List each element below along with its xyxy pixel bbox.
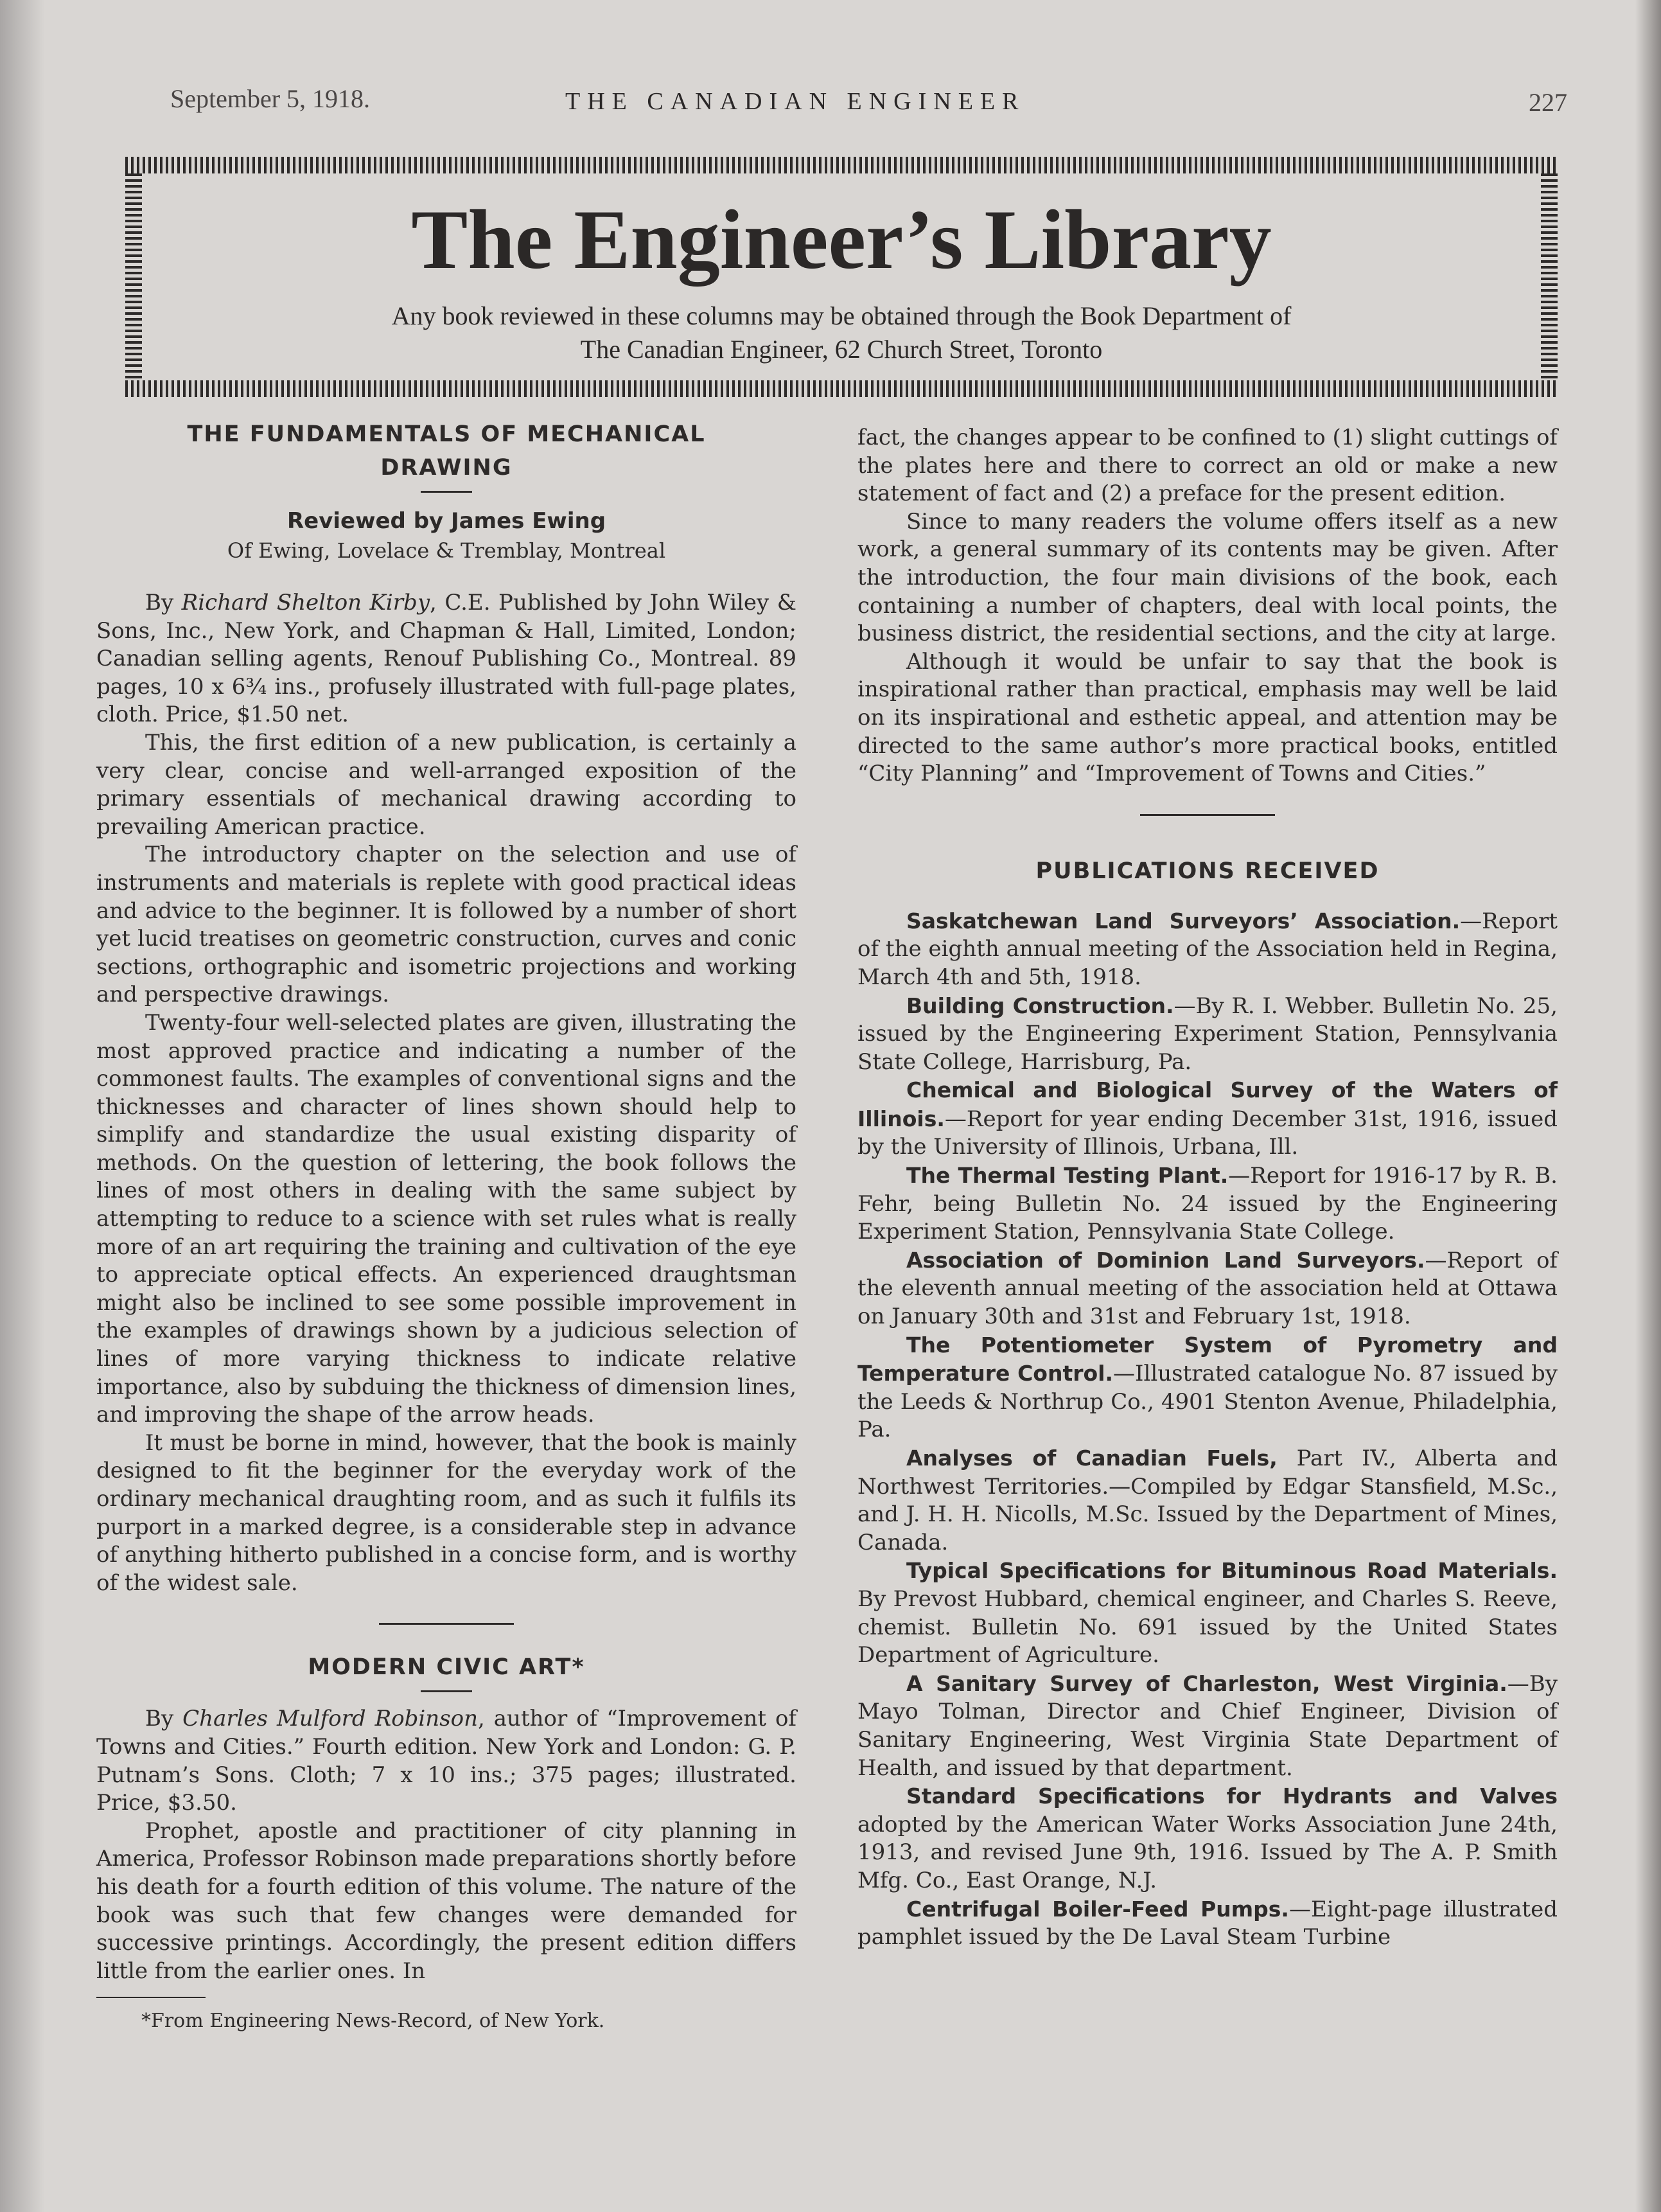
publication-name: Association of Dominion Land Surveyors. [906,1247,1425,1273]
publication-details: —Eight-page illustrated pamphlet issued by the De Laval Steam Turbine [857,1896,1558,1951]
publication-entry [857,1895,1558,1952]
reviewer-name: Reviewed by James Ewing [286,508,606,534]
page-edge-shadow [1635,0,1661,2212]
publication-details: —Illustrated catalogue No. 87 issued by the Leeds & Northrup Co., 4901 Stenton Avenue, Philadelphia, Pa. [857,1361,1558,1443]
publication-entry [857,1782,1558,1895]
publication-name: Centrifugal Boiler-Feed Pumps. [906,1896,1289,1922]
publications-title: PUBLICATIONS RECEIVED [1035,858,1380,884]
publication-details: —Report for 1916-17 by R. B. Fehr, being Bulletin No. 24 issued by the Engineering Experiment Station, Pennsylvania State College. [857,1163,1558,1245]
article-title: MODERN CIVIC ART* [308,1654,585,1681]
banner-subtitle-line2: The Canadian Engineer, 62 Church Street, Toronto [580,335,1103,364]
section-separator [379,1623,514,1625]
publication-entry [857,1670,1558,1782]
publication-entry [857,1162,1558,1246]
article-title-line1: THE FUNDAMENTALS OF MECHANICAL [187,421,706,447]
publication-name: Standard Specifications for Hydrants and Valves [906,1783,1558,1809]
review-paragraph: Although it would be unfair to say that the book is inspirational rather than practical, emphasis may well be laid on its inspirational and esthetic appeal, and attention may be directed to the same author’s more practical books, entitled “City Planning” and “Improvement of Towns and Cities.” [857,648,1558,787]
publication-name: Saskatchewan Land Surveyors’ Association. [906,908,1461,933]
byline-prefix: By [145,1706,183,1732]
review-paragraph: Since to many readers the volume offers itself as a new work, a general summary of its contents may be given. After the introduction, the four main divisions of the book, each containing a number of chapters, deal with local points, the business district, the residential sections, and the city at large. [857,508,1558,647]
publication-entry [857,1331,1558,1444]
publication-details: —By Mayo Tolman, Director and Chief Engineer, Division of Sanitary Engineering, West Virginia State Department of Health, and issued by that department. [857,1670,1558,1781]
footnote: *From Engineering News-Record, of New York. [141,2010,605,2033]
byline-details: , C.E. Published by John Wiley & Sons, Inc., New York, and Chapman & Hall, Limited, London; Canadian selling agents, Renouf Publishing Co., Montreal. 89 pages, 10 x 6¾ ins., profusely illustrated with full-page plates, cloth. Price, $1.50 net. [96,590,797,728]
publication-entry [857,992,1558,1077]
review-paragraph: Twenty-four well-selected plates are given, illustrating the most approved practice and indicating a number of the commonest faults. The examples of conventional signs and the thicknesses and character of lines shown should help to simplify and standardize the usual existing disparity of methods. On the question of lettering, the book follows the lines of most others in dealing with the same subject by attempting to reduce to a science with set rules what is really more of an art requiring the training and cultivation of the eye to appreciate optical effects. An experienced draughtsman might also be inclined to see some possible improvement in the examples of drawings shown by a judicious selection of lines of more varying thickness to indicate relative importance, also by subduing the thickness of dimension lines, and improving the shape of the arrow heads. [96,1009,796,1428]
footnote-rule [96,1997,206,1998]
publication-details: —Report of the eleventh annual meeting of the association held at Ottawa on January 30th and 31st and February 1st, 1918. [857,1247,1558,1330]
publication-details: —Report for year ending December 31st, 1916, issued by the University of Illinois, Urbana, Ill. [857,1106,1558,1160]
right-column [857,424,1558,1952]
banner-rule-bottom [125,380,1558,397]
publication-name: Building Construction. [906,993,1174,1018]
page-number: 227 [1529,88,1567,117]
publication-details: —Report of the eighth annual meeting of the Association held in Regina, March 4th and 5th, 1918. [857,908,1558,990]
review-paragraph: It must be borne in mind, however, that the book is mainly designed to fit the beginner for the everyday work of the ordinary mechanical draughting room, and as such it fulfils its purport in a marked degree, is a considerable step in advance of anything hitherto published in a concise form, and is worthy of the widest sale. [96,1429,796,1596]
issue-date: September 5, 1918. [170,84,371,113]
publication-details: adopted by the American Water Works Association June 24th, 1913, and revised June 9th, 1916. Issued by The A. P. Smith Mfg. Co., East Orange, N.J. [857,1811,1558,1893]
section-separator [1140,814,1275,816]
publication-entry [857,907,1558,992]
publication-name: Chemical and Biological Survey of the Waters of Illinois. [857,1077,1558,1131]
publication-entry [857,1557,1558,1669]
byline-details: , author of “Improvement of Towns and Cities.” Fourth edition. New York and London: G. P. Putnam’s Sons. Cloth; 7 x 10 ins.; 375 pages; illustrated. Price, $3.50. [96,1706,796,1816]
publication-details: —By R. I. Webber. Bulletin No. 25, issued by the Engineering Experiment Station, Pennsylvania State College, Harrisburg, Pa. [857,993,1558,1075]
publication-details: Part IV., Alberta and Northwest Territories.—Compiled by Edgar Stansfield, M.Sc., and J. H. H. Nicolls, M.Sc. Issued by the Department of Mines, Canada. [857,1446,1558,1555]
banner-subtitle-line1: Any book reviewed in these columns may be obtained through the Book Department of [391,301,1292,330]
publication-name: The Thermal Testing Plant. [906,1163,1229,1189]
review-continuation: fact, the changes appear to be confined to (1) slight cuttings of the plates here and there to correct an old or make a new statement of fact and (2) a preface for the present edition. [857,425,1558,507]
byline-prefix: By [145,590,182,615]
banner-rule-top [125,157,1558,173]
publication-entry [857,1246,1558,1331]
book-author: Richard Shelton Kirby [181,590,430,615]
book-author: Charles Mulford Robinson [182,1706,479,1732]
book-details [96,589,796,729]
page-gutter-shadow [0,0,45,2212]
review-paragraph: The introductory chapter on the selection and use of instruments and materials is replete with good practical ideas and advice to the beginner. It is followed by a number of short yet lucid treatises on geometric construction, curves and conic sections, orthographic and isometric projections and working and perspective drawings. [96,842,796,1008]
reviewer-affiliation: Of Ewing, Lovelace & Tremblay, Montreal [227,538,666,563]
publication-entry [857,1444,1558,1557]
review-paragraph: This, the first edition of a new publication, is certainly a very clear, concise and well-arranged exposition of the primary essentials of mechanical drawing according to prevailing American practice. [96,729,796,840]
publication-name: Analyses of Canadian Fuels, [906,1446,1278,1471]
title-rule [421,491,472,493]
article-title-line2: DRAWING [380,455,513,481]
left-column [96,418,796,2032]
publication-name: The Potentiometer System of Pyrometry and Temperature Control. [857,1332,1558,1386]
publication-details: By Prevost Hubbard, chemical engineer, and Charles S. Reeve, chemist. Bulletin No. 691 issued by the United States Department of Agriculture. [857,1586,1558,1668]
journal-name: THE CANADIAN ENGINEER [565,88,1026,115]
title-rule [421,1690,472,1692]
review-paragraph: Prophet, apostle and practitioner of city planning in America, Professor Robinson made preparations shortly before his death for a fourth edition of this volume. The nature of the book was such that few changes were demanded for successive printings. Accordingly, the present edition differs little from the earlier ones. In [96,1818,796,1984]
section-banner [125,157,1558,397]
publication-entry [857,1076,1558,1162]
book-details [96,1705,796,1817]
page-header [128,77,1567,128]
banner-title: The Engineer’s Library [411,192,1272,287]
article-title [96,418,796,484]
publication-name: A Sanitary Survey of Charleston, West Virginia. [906,1670,1507,1696]
publication-name: Typical Specifications for Bituminous Road Materials. [906,1558,1558,1584]
